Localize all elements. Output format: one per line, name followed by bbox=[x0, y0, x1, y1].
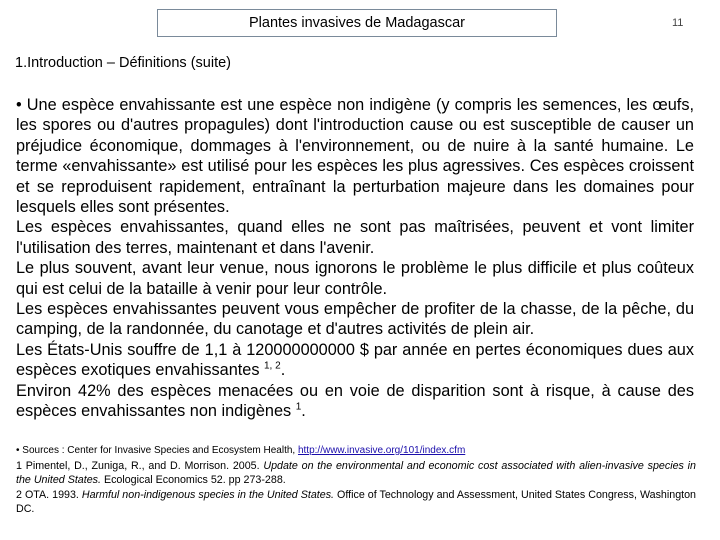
reference-2-number: 2 bbox=[16, 488, 25, 501]
paragraph-land-use: Les espèces envahissantes, quand elles ne sont pas maîtrisées, peuvent et vont limiter l'utilisation des terres, maintenant et dans l'avenir. bbox=[16, 218, 694, 257]
slide-title-box bbox=[157, 9, 557, 37]
economic-loss-end: . bbox=[280, 361, 286, 380]
reference-2-authors: OTA. 1993. bbox=[24, 488, 82, 501]
reference-2-details: Office of Technology and Assessment, United States Congress, Washington DC. bbox=[16, 488, 696, 516]
reference-1-details: Ecological Economics 52. pp 273-288. bbox=[100, 474, 286, 487]
endangered-end: . bbox=[301, 402, 306, 421]
reference-1-authors: Pimentel, D., Zuniga, R., and D. Morrison. 2005. bbox=[25, 459, 264, 472]
paragraph-economic-loss bbox=[16, 340, 694, 381]
slide-title: Plantes invasives de Madagascar bbox=[248, 15, 465, 31]
reference-2-title: Harmful non-indigenous species in the United States. bbox=[81, 488, 335, 501]
paragraph-definition: • Une espèce envahissante est une espèce non indigène (y compris les semences, les œufs, les spores ou d'autres propagules) dont l'introduction cause ou est susceptible de causer un préjudice économique, dommages à l'environnement, ou de nuire à la santé humaine. Le terme «envahissante» est utilisé pour les espèces les plus agressives. Ces espèces croissent et se reproduisent rapidement, entraînant la perturbation majeure dans les domaines pour lesquels elles sont présentes. bbox=[16, 96, 694, 217]
reference-1-title: Update on the environmental and economic cost associated with alien-invasive species in the United States. bbox=[16, 459, 696, 487]
page-number: 11 bbox=[672, 17, 684, 29]
footnote-marker: 1, 2 bbox=[264, 360, 281, 372]
paragraph-recreation: Les espèces envahissantes peuvent vous empêcher de profiter de la chasse, de la pêche, du camping, de la randonnée, du canotage et d'autres activités de plein air. bbox=[16, 300, 694, 339]
references bbox=[16, 443, 696, 517]
reference-1 bbox=[16, 459, 696, 488]
main-text bbox=[16, 95, 694, 422]
section-heading: 1.Introduction – Définitions (suite) bbox=[15, 55, 231, 71]
paragraph-control-cost: Le plus souvent, avant leur venue, nous ignorons le problème le plus difficile et plus coûteux qui est celui de la bataille à venir pour leur contrôle. bbox=[16, 259, 694, 298]
reference-2 bbox=[16, 488, 696, 517]
source-line bbox=[16, 443, 696, 459]
endangered-text: Environ 42% des espèces menacées ou en voie de disparition sont à risque, à cause des espèces envahissantes non indigènes bbox=[16, 381, 694, 421]
footnote-marker: 1 bbox=[295, 401, 302, 413]
source-link[interactable]: http://www.invasive.org/101/index.cfm bbox=[297, 445, 466, 456]
economic-loss-text: Les États-Unis souffre de 1,1 à 120000000000 $ par année en pertes économiques dues aux espèces exotiques envahissantes bbox=[16, 340, 694, 380]
reference-1-number: 1 bbox=[16, 459, 26, 472]
source-prefix: • Sources : Center for Invasive Species and Ecosystem Health, bbox=[16, 445, 298, 456]
paragraph-endangered bbox=[16, 381, 694, 422]
